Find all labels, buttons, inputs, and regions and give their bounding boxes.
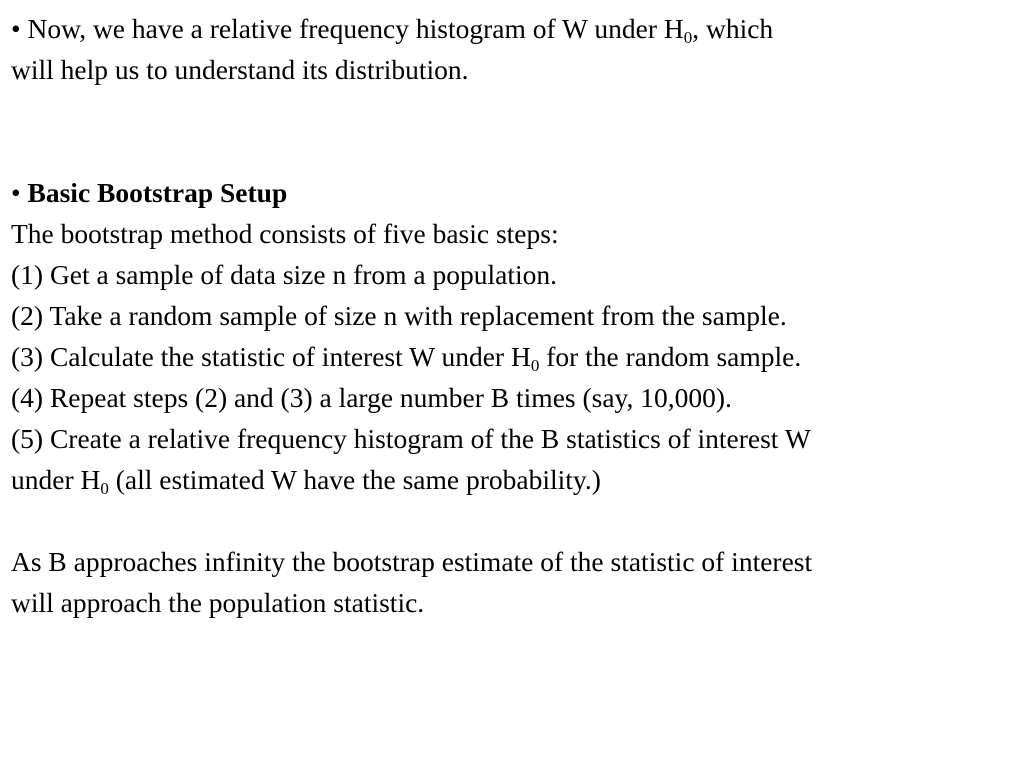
- conclusion-line-1: As B approaches infinity the bootstrap estimate of the statistic of interest: [11, 546, 813, 577]
- subscript: 0: [100, 479, 109, 498]
- step-3-text-end: for the random sample.: [539, 341, 802, 372]
- intro-text-end: , which: [692, 13, 774, 44]
- bullet: •: [11, 13, 21, 44]
- section-heading-line: [11, 172, 1016, 213]
- lead-text: The bootstrap method consists of five basic steps:: [11, 218, 559, 249]
- spacer: [11, 500, 1016, 541]
- step-5-line-2: [11, 459, 1016, 500]
- spacer: [11, 90, 1016, 131]
- intro-text: Now, we have a relative frequency histogram of W under H: [27, 13, 684, 44]
- step-4: (4) Repeat steps (2) and (3) a large number B times (say, 10,000).: [11, 382, 732, 413]
- subscript: 0: [530, 356, 540, 375]
- slide-content: [11, 8, 1016, 623]
- bullet: •: [11, 177, 21, 208]
- step-5-text: under H: [11, 464, 101, 495]
- step-5-line-1: (5) Create a relative frequency histogram of the B statistics of interest W: [11, 423, 811, 454]
- step-3-text: (3) Calculate the statistic of interest W under H: [11, 341, 531, 372]
- step-2: (2) Take a random sample of size n with replacement from the sample.: [11, 300, 787, 331]
- intro-line-2: will help us to understand its distribution.: [11, 54, 469, 85]
- step-5-text-end: (all estimated W have the same probability.): [108, 464, 601, 495]
- conclusion-line-2: will approach the population statistic.: [11, 587, 425, 618]
- step-1: (1) Get a sample of data size n from a population.: [11, 259, 557, 290]
- section-heading: Basic Bootstrap Setup: [27, 177, 288, 208]
- step-3: [11, 336, 1016, 377]
- subscript: 0: [683, 28, 693, 47]
- intro-line-1: [11, 8, 1016, 49]
- spacer: [11, 131, 1016, 172]
